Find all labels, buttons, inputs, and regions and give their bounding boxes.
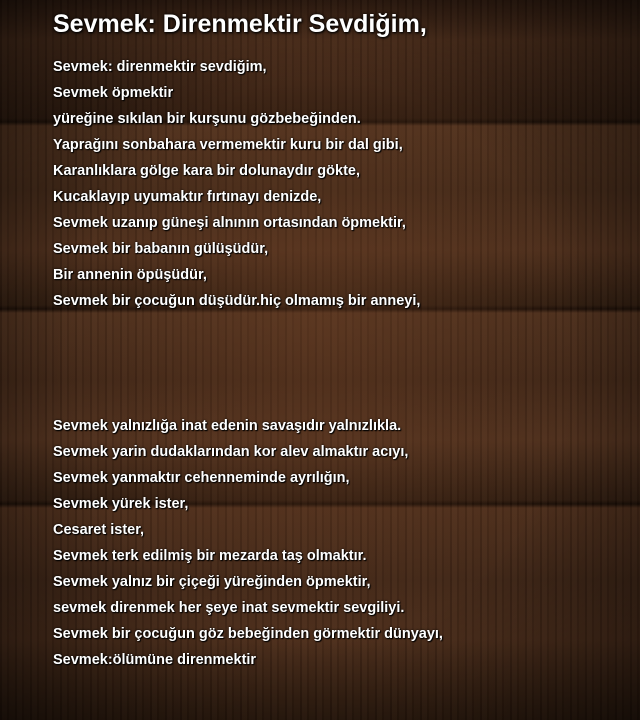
poem-line: Yaprağını sonbahara vermemektir kuru bir dal gibi, (53, 137, 403, 153)
poem-line: Sevmek öpmektir (53, 85, 174, 101)
poem-line: Sevmek yanmaktır cehenneminde ayrılığın, (53, 470, 350, 486)
poem-title: Sevmek: Direnmektir Sevdiğim, (53, 10, 427, 38)
poem-line: Sevmek bir çocuğun düşüdür.hiç olmamış bir anneyi, (53, 293, 421, 309)
poem-line: Bir annenin öpüşüdür, (53, 267, 207, 283)
poem-line: sevmek direnmek her şeye inat sevmektir sevgiliyi. (53, 600, 405, 616)
poem-line: Sevmek yürek ister, (53, 496, 189, 512)
poem-line: Karanlıklara gölge kara bir dolunaydır gökte, (53, 163, 361, 179)
poem-line: Sevmek yalnızlığa inat edenin savaşıdır yalnızlıkla. (53, 418, 402, 434)
poem-line: Sevmek yalnız bir çiçeği yüreğinden öpmektir, (53, 574, 371, 590)
poem-line: Sevmek bir babanın gülüşüdür, (53, 241, 269, 257)
poem-line: Sevmek: direnmektir sevdiğim, (53, 59, 267, 75)
stanza-2 (53, 415, 443, 675)
poem-line: Cesaret ister, (53, 522, 145, 538)
poem-line: Sevmek terk edilmiş bir mezarda taş olmaktır. (53, 548, 367, 564)
poem-line: Sevmek yarin dudaklarından kor alev almaktır acıyı, (53, 444, 409, 460)
poem-line: Sevmek:ölümüne direnmektir (53, 652, 257, 668)
poem-line: Sevmek bir çocuğun göz bebeğinden görmektir dünyayı, (53, 626, 443, 642)
poem-line: Sevmek uzanıp güneşi alnının ortasından öpmektir, (53, 215, 406, 231)
poem-line: yüreğine sıkılan bir kurşunu gözbebeğinden. (53, 111, 361, 127)
stanza-1 (53, 56, 420, 316)
poem-line: Kucaklayıp uyumaktır fırtınayı denizde, (53, 189, 322, 205)
